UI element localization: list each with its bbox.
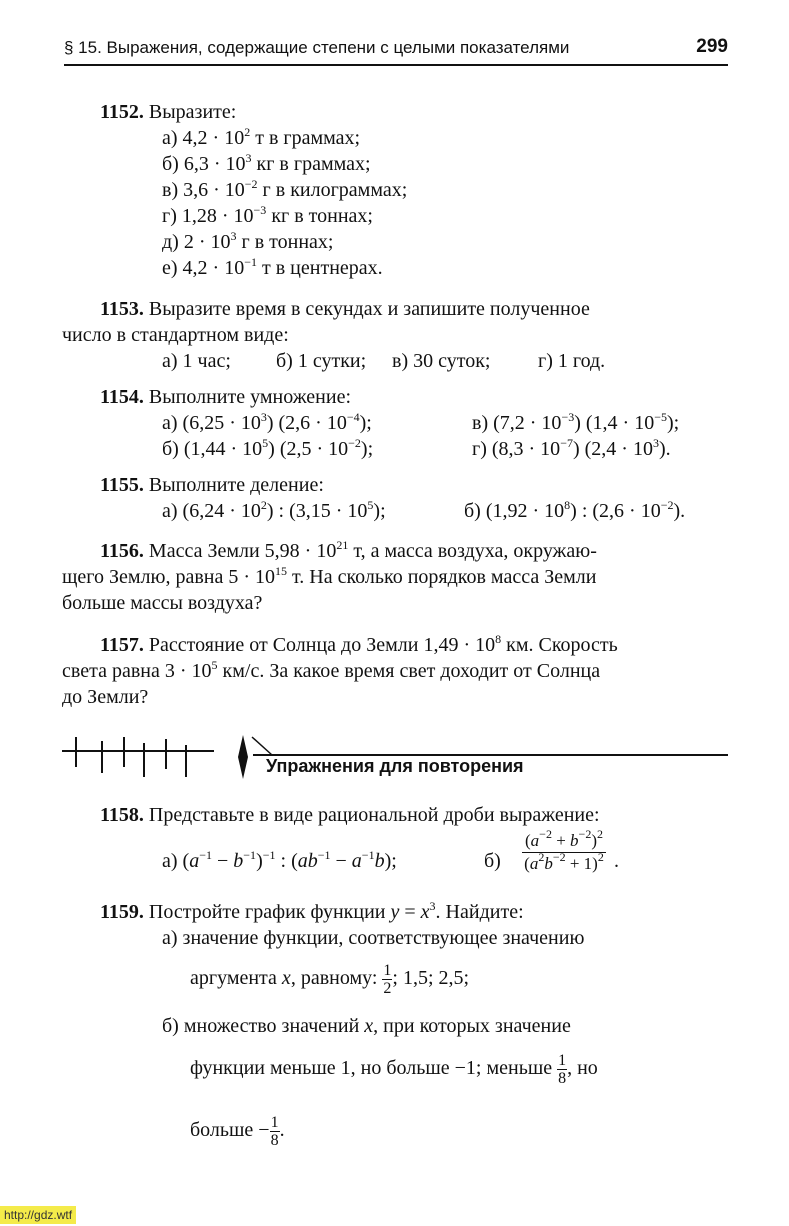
problem-1153-line2: число в стандартном виде:	[62, 324, 289, 346]
problem-1153-line1: 1153. Выразите время в секундах и запишите полученное	[100, 298, 590, 320]
problem-1158-b-fraction: $(a^{-2} + b^{-2})^2$ $(a^2b^{-2} + 1)^2$	[522, 830, 606, 875]
problem-1155-b: б) $(1,92 \cdot 10^8)$ : $(2,6 \cdot 10^{-2})$.	[464, 498, 686, 522]
problem-1154-title: 1154. Выполните умножение:	[100, 386, 351, 408]
problem-1159-b-line2: функции меньше 1, но больше −1; меньше $\frac{1}{8}$ , но	[190, 1052, 598, 1087]
problem-1156-line3: больше массы воздуха?	[62, 592, 263, 614]
problem-1154-a: а) $(6,25 \cdot 10^3)$ $(2,6 \cdot 10^{-4})$;	[162, 410, 372, 434]
problem-1152-a: а) $4,2 \cdot 10^2$ т в граммах;	[162, 125, 361, 149]
problem-1153-c: в) 30 суток;	[392, 350, 491, 372]
problem-1158-b-label: б)	[484, 850, 501, 872]
problem-1157-line1: 1157. Расстояние от Солнца до Земли $1,49 \cdot 10^8$ км. Скорость	[100, 632, 618, 656]
running-header	[64, 36, 728, 66]
problem-1152-e: д) $2 \cdot 10^3$ г в тоннах;	[162, 229, 334, 253]
fraction-one-eighth: $\frac{1}{8}$	[558, 1052, 567, 1087]
problem-1154-b: б) $(1,44 \cdot 10^5)$ $(2,5 \cdot 10^{-2})$;	[162, 436, 374, 460]
problem-1158-a: а) $(a^{-1} - b^{-1})^{-1}$ : $(ab^{-1} - a^{-1}b)$;	[162, 848, 397, 872]
problem-1157-line2: света равна $3 \cdot 10^5$ км/с. За какое время свет доходит от Солнца	[62, 658, 601, 682]
problem-1154-c: в) $(7,2 \cdot 10^{-3})$ $(1,4 \cdot 10^{-5})$;	[472, 410, 680, 434]
problem-1152-c: в) $3,6 \cdot 10^{-2}$ г в килограммах;	[162, 177, 408, 201]
problem-1152-f: е) $4,2 \cdot 10^{-1}$ т в центнерах.	[162, 255, 383, 279]
problem-1156-line1: 1156. Масса Земли $5,98 \cdot 10^{21}$ т, а масса воздуха, окружаю-	[100, 538, 597, 562]
fraction-one-half: $\frac{1}{2}$	[383, 962, 392, 997]
problem-1159-a-line1: а) значение функции, соответствующее значению	[162, 927, 585, 949]
problem-1156-line2: щего Землю, равна $5 \cdot 10^{15}$ т. На сколько порядков масса Земли	[62, 564, 597, 588]
header-title: § 15. Выражения, содержащие степени с целыми показателями	[64, 38, 570, 57]
problem-1159-b-line1: б) множество значений x, при которых значение	[162, 1015, 571, 1037]
fraction-one-eighth-negative: $\frac{1}{8}$	[270, 1114, 279, 1149]
section-title: Упражнения для повторения	[266, 756, 524, 776]
problem-1159-a-line2: аргумента x, равному: $\frac{1}{2}$ ; 1,5; 2,5;	[190, 962, 470, 997]
problem-1155-title: 1155. Выполните деление:	[100, 474, 324, 496]
watermark: http://gdz.wtf	[0, 1206, 76, 1224]
problem-1152-b: б) $6,3 \cdot 10^3$ кг в граммах;	[162, 151, 371, 175]
page-number: 299	[696, 36, 728, 57]
problem-1159-title: 1159. Постройте график функции $y = x^3$. Найдите:	[100, 899, 524, 923]
problem-1153-a: а) 1 час;	[162, 350, 231, 372]
problem-1157-line3: до Земли?	[62, 686, 149, 708]
problem-1158-b-dot: .	[614, 850, 619, 872]
problem-1153-d: г) 1 год.	[538, 350, 606, 372]
problem-1152-d: г) $1,28 \cdot 10^{-3}$ кг в тоннах;	[162, 203, 373, 227]
problem-1152-title: 1152. Выразите:	[100, 101, 237, 123]
problem-1155-a: а) $(6,24 \cdot 10^2)$ : $(3,15 \cdot 10^5)$;	[162, 498, 386, 522]
problem-1154-d: г) $(8,3 \cdot 10^{-7})$ $(2,4 \cdot 10^3)$.	[472, 436, 671, 460]
problem-1153-b: б) 1 сутки;	[276, 350, 367, 372]
problem-1158-title: 1158. Представьте в виде рациональной дроби выражение:	[100, 804, 600, 826]
problem-1159-b-line3: больше − $\frac{1}{8}$ .	[190, 1114, 285, 1149]
